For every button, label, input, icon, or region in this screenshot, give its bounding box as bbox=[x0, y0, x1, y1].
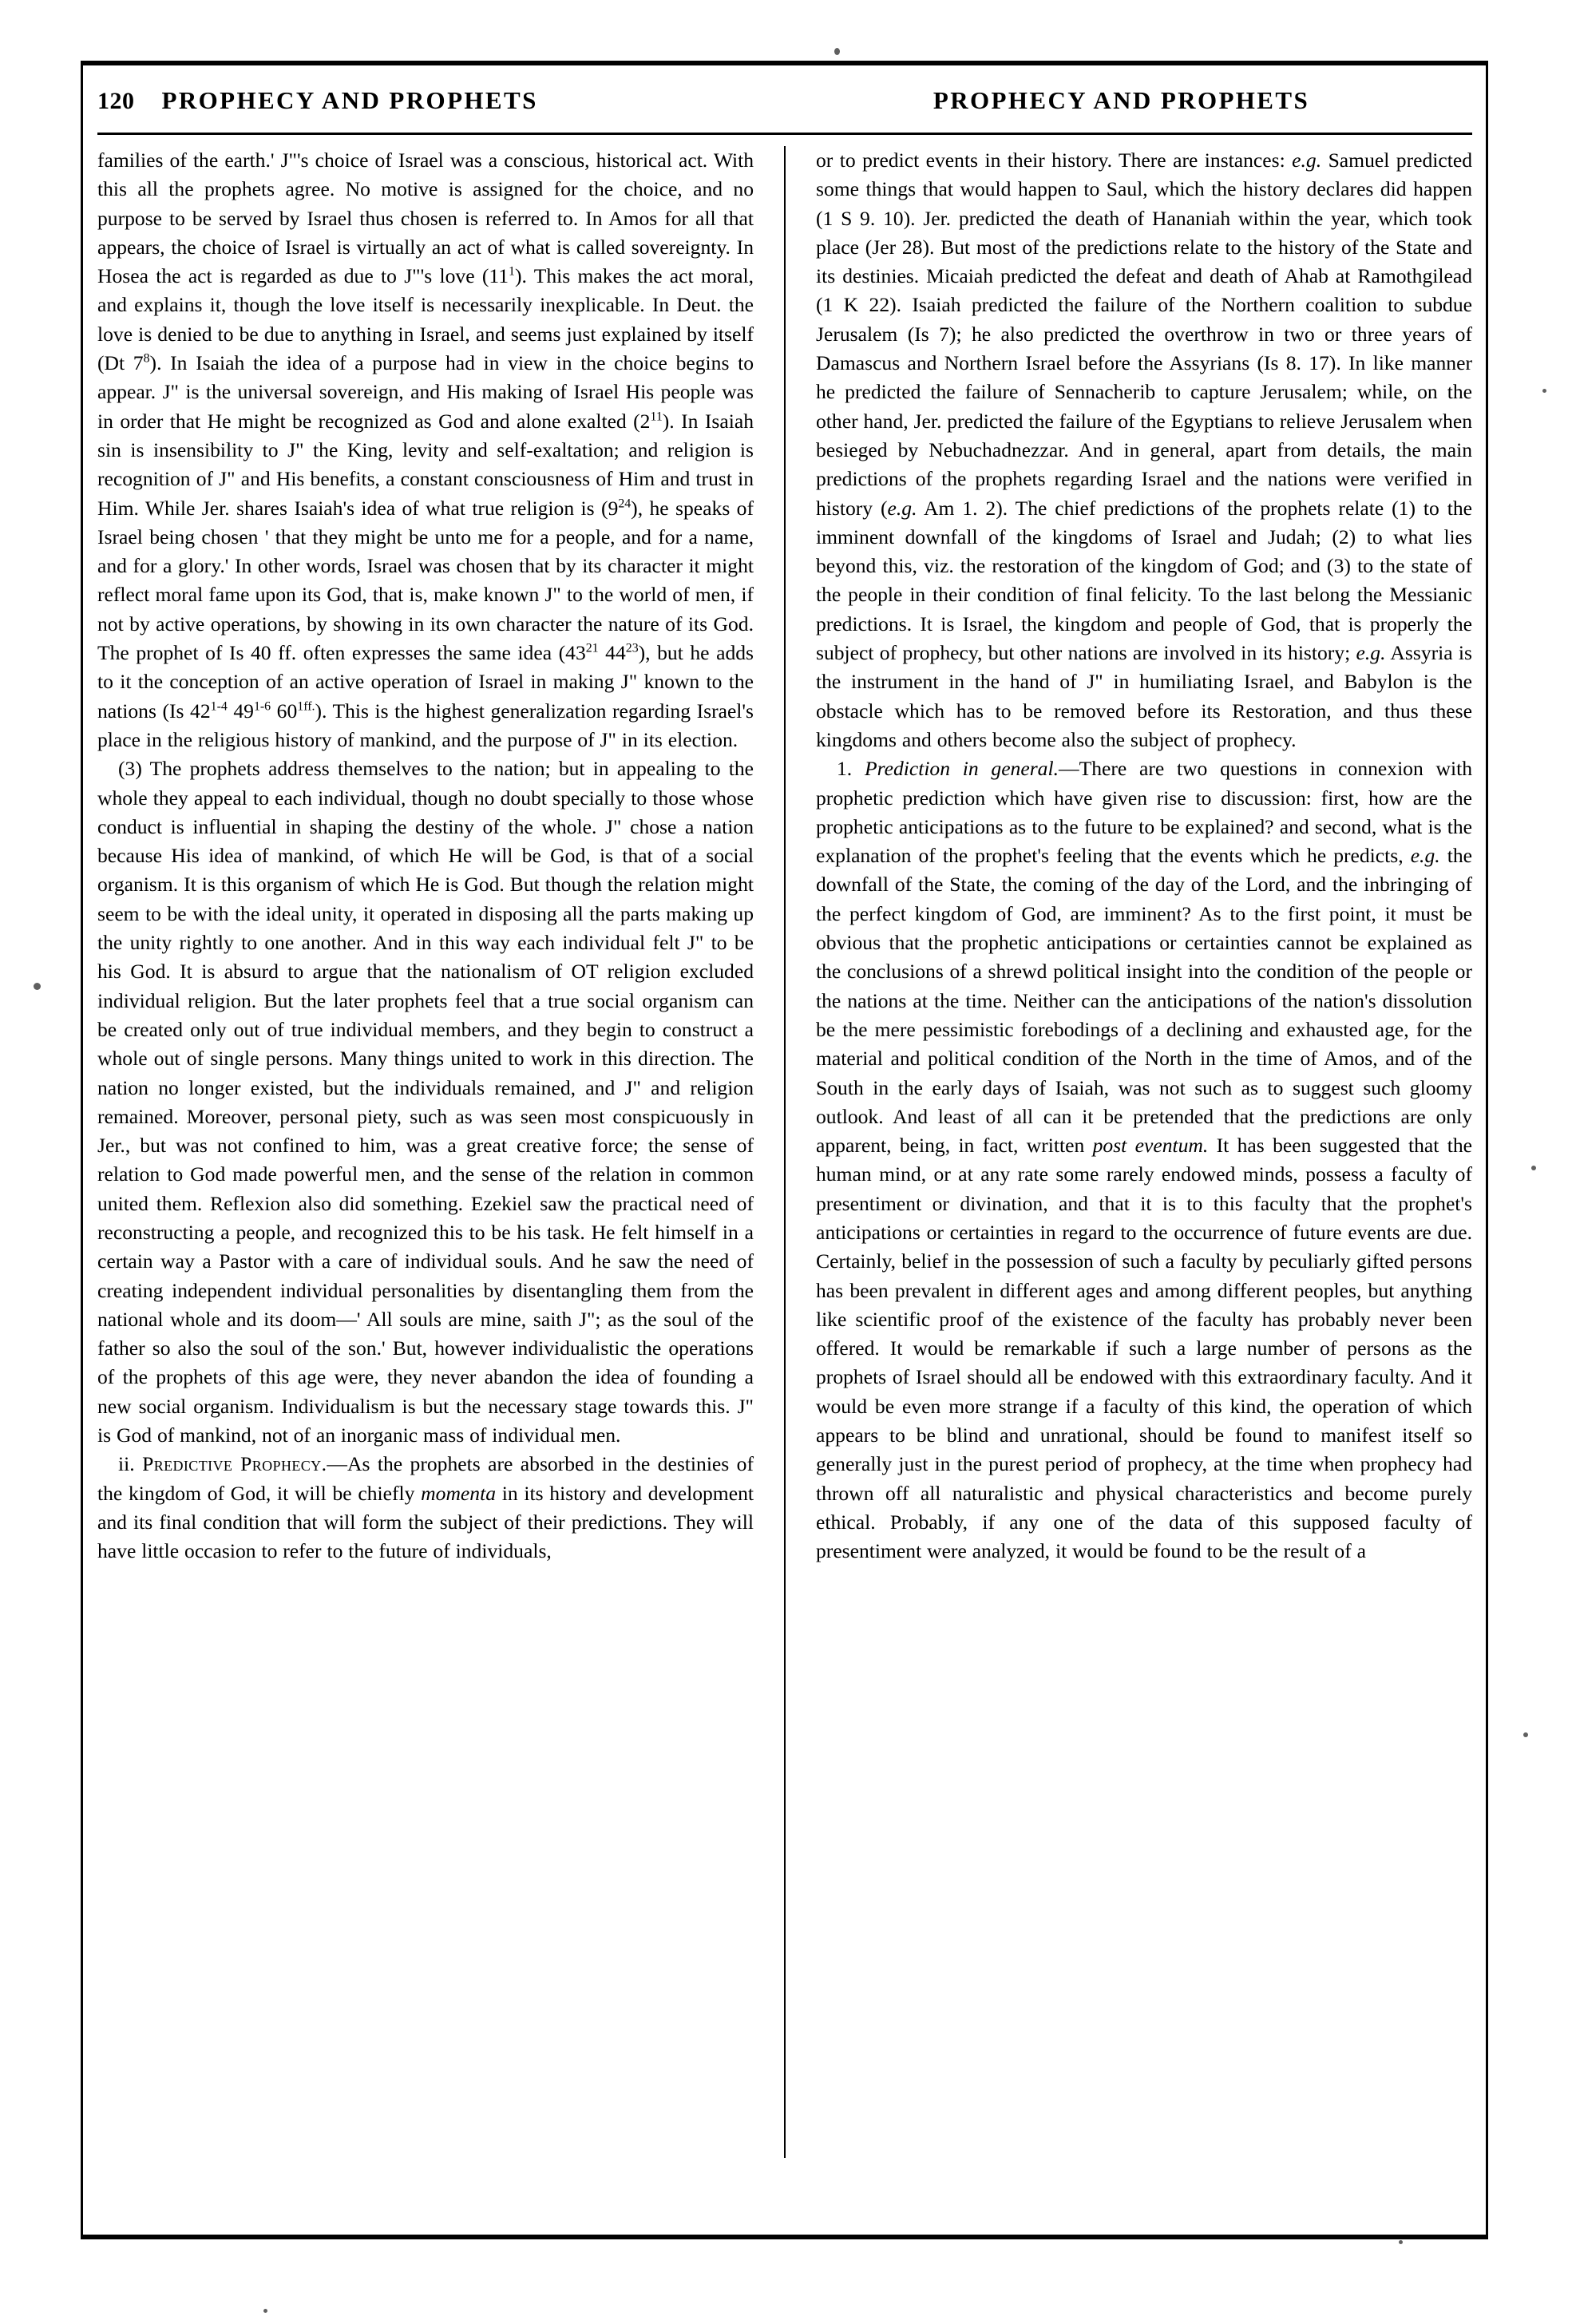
scan-speck bbox=[1531, 1166, 1536, 1170]
scan-speck bbox=[1399, 2240, 1403, 2244]
scan-speck bbox=[263, 2309, 267, 2313]
scan-speck bbox=[834, 48, 840, 55]
running-head bbox=[97, 86, 1472, 128]
column-gutter bbox=[754, 146, 816, 2158]
page-number: 120 bbox=[97, 88, 135, 114]
scan-speck bbox=[1542, 389, 1546, 393]
paragraph: (3) The prophets address themselves to the nation; but in appealing to the whole they appeal to each individual, though no doubt specially to those whose conduct is influential in shaping the destiny of the whole. J" chose a nation because His idea of mankind, of which He will be God, is that of a social organism. It is this organism of which He is God. But though the relation might seem to be with the ideal unity, it operated in disposing all the parts making up the unity rightly to one another. And in this way each individual felt J" to be his God. It is absurd to argue that the nationalism of OT religion excluded individual religion. But the later prophets feel that a true social organism can be created only out of true individual members, and they begin to construct a whole out of single persons. Many things united to work in this direction. The nation no longer existed, but the individuals remained, and J" and religion remained. Moreover, personal piety, such as was seen most conspicuously in Jer., but was not confined to him, was a great creative force; the sense of relation to God made powerful men, and the sense of the relation in common united them. Reflexion also did something. Ezekiel saw the practical need of reconstructing a people, and recognized this to be his task. He felt himself in a certain way a Pastor with a care of individual souls. And he saw the need of creating independent individual personalities by disentangling them from the national whole and its doom—' All souls are mine, saith J"; as the soul of the father so also the soul of the son.' But, however individualistic the operations of the prophets of this age were, they never abandon the idea of founding a new social organism. Individualism is but the necessary stage towards this. J" is God of mankind, not of an inorganic mass of individual men. bbox=[97, 757, 754, 1447]
running-head-title-left: PROPHECY AND PROPHETS bbox=[161, 86, 538, 114]
running-head-right bbox=[785, 86, 1472, 115]
body-columns bbox=[97, 146, 1472, 2158]
running-head-title-right: PROPHECY AND PROPHETS bbox=[933, 86, 1310, 114]
running-head-left bbox=[97, 86, 785, 115]
page-content bbox=[97, 86, 1472, 2223]
scan-speck bbox=[34, 983, 41, 990]
column-left bbox=[97, 146, 754, 2158]
column-right bbox=[816, 146, 1472, 2158]
paragraph: 1. Prediction in general.—There are two questions in connexion with prophetic prediction which have given rise to discussion: first, how are the prophetic anticipations as to the future to be explained? and second, what is the explanation of the prophet's feeling that the events which he predicts, e.g. the downfall of the State, the coming of the day of the Lord, and the inbringing of the perfect kingdom of God, are imminent? As to the first point, it must be obvious that the prophetic anticipations or certainties cannot be explained as the conclusions of a shrewd political insight into the condition of the people or the nations at the time. Neither can the anticipations of the nation's dissolution be the mere pessimistic forebodings of a declining and exhausted age, for the material and political condition of the North in the time of Amos, and of the South in the early days of Isaiah, was not such as to suggest such gloomy outlook. And least of all can it be pretended that the predictions are only apparent, being, in fact, written post eventum. It has been suggested that the human mind, or at any rate some rarely endowed minds, possess a faculty of presentiment or divination, and that it is to this faculty that the prophet's anticipations or certainties in regard to the occurrence of future events are due. Certainly, belief in the possession of such a faculty by peculiarly gifted persons has been prevalent in different ages and among different peoples, but anything like scientific proof of the existence of the faculty has probably never been offered. It would be remarkable if such a large number of persons as the prophets of Israel should all be endowed with this extraordinary faculty. And it would be even more strange if a faculty of this kind, the operation of which appears to be blind and unrational, should be found to manifest itself so generally just in the purest period of prophecy, at the time when prophecy had thrown off all naturalistic and physical characteristics and become purely ethical. Probably, if any one of the data of this supposed faculty of presentiment were analyzed, it would be found to be the result of a bbox=[816, 757, 1473, 1563]
column-divider-rule bbox=[784, 146, 786, 2158]
paragraph: ii. Predictive Prophecy.—As the prophets are absorbed in the destinies of the kingdom of God, it will be chiefly momenta in its history and development and its final condition that will form the subject of their predictions. They will have little occasion to refer to the future of individuals, bbox=[97, 1452, 754, 1563]
paragraph: or to predict events in their history. There are instances: e.g. Samuel predicted some things that would happen to Saul, which the history declares did happen (1 S 9. 10). Jer. predicted the death of Hananiah within the year, which took place (Jer 28). But most of the predictions relate to the history of the State and its destinies. Micaiah predicted the defeat and death of Ahab at Ramothgilead (1 K 22). Isaiah predicted the failure of the Northern coalition to subdue Jerusalem (Is 7); he also predicted the overthrow in two or three years of Damascus and Northern Israel before the Assyrians (Is 8. 17). In like manner he predicted the failure of Sennacherib to capture Jerusalem; while, on the other hand, Jer. predicted the failure of the Egyptians to relieve Jerusalem when besieged by Nebuchadnezzar. And in general, apart from details, the main predictions of the prophets regarding Israel and the nations were verified in history (e.g. Am 1. 2). The chief predictions of the prophets relate (1) to the imminent downfall of the kingdoms of Israel and Judah; (2) to what lies beyond this, viz. the restoration of the kingdom of God; and (3) to the state of the people in their condition of final felicity. To the last belong the Messianic predictions. It is Israel, the kingdom and people of God, that is properly the subject of prophecy, but other nations are involved in its history; e.g. Assyria is the instrument in the hand of J" in humiliating Israel, and Babylon is the obstacle which has to be removed before its Restoration, and thus these kingdoms and others become also the subject of prophecy. bbox=[816, 148, 1473, 751]
paragraph: families of the earth.' J"'s choice of Israel was a conscious, historical act. With this all the prophets agree. No motive is assigned for the choice, and no purpose to be served by Israel thus chosen is referred to. In Amos for all that appears, the choice of Israel is virtually an act of what is called sovereignty. In Hosea the act is regarded as due to J"'s love $(11^1)$. This makes the act moral, and explains it, though the love itself is necessarily inexplicable. In Deut. the love is denied to be due to anything in Israel, and seems just explained by itself (Dt $7^8$). In Isaiah the idea of a purpose had in view in the choice begins to appear. J" is the universal sovereign, and His making of Israel His people was in order that He might be recognized as God and alone exalted $(2^{11})$. In Isaiah sin is insensibility to J" the King, levity and self-exaltation; and religion is recognition of J" and His benefits, a constant consciousness of Him and trust in Him. While Jer. shares Isaiah's idea of what true religion is $(9^{24})$, he speaks of Israel being chosen ' that they might be unto me for a people, and for a name, and for a glory.' In other words, Israel was chosen that by its character it might reflect moral fame upon its God, that is, make known J" to the world of men, if not by active operations, by showing in its own character the nature of its God. The prophet of Is 40 ff. often expresses the same idea ($43^{21}$ $44^{23}$), but he adds to it the conception of an active operation of Israel in making J" known to the nations (Is 42$^{1-4}$ 49$^{1-6}$ $60^{1ff.}$). This is the highest generalization regarding Israel's place in the religious history of mankind, and the purpose of J" in its election. bbox=[97, 148, 754, 751]
scan-speck bbox=[1523, 1732, 1528, 1737]
header-rule bbox=[97, 133, 1472, 135]
